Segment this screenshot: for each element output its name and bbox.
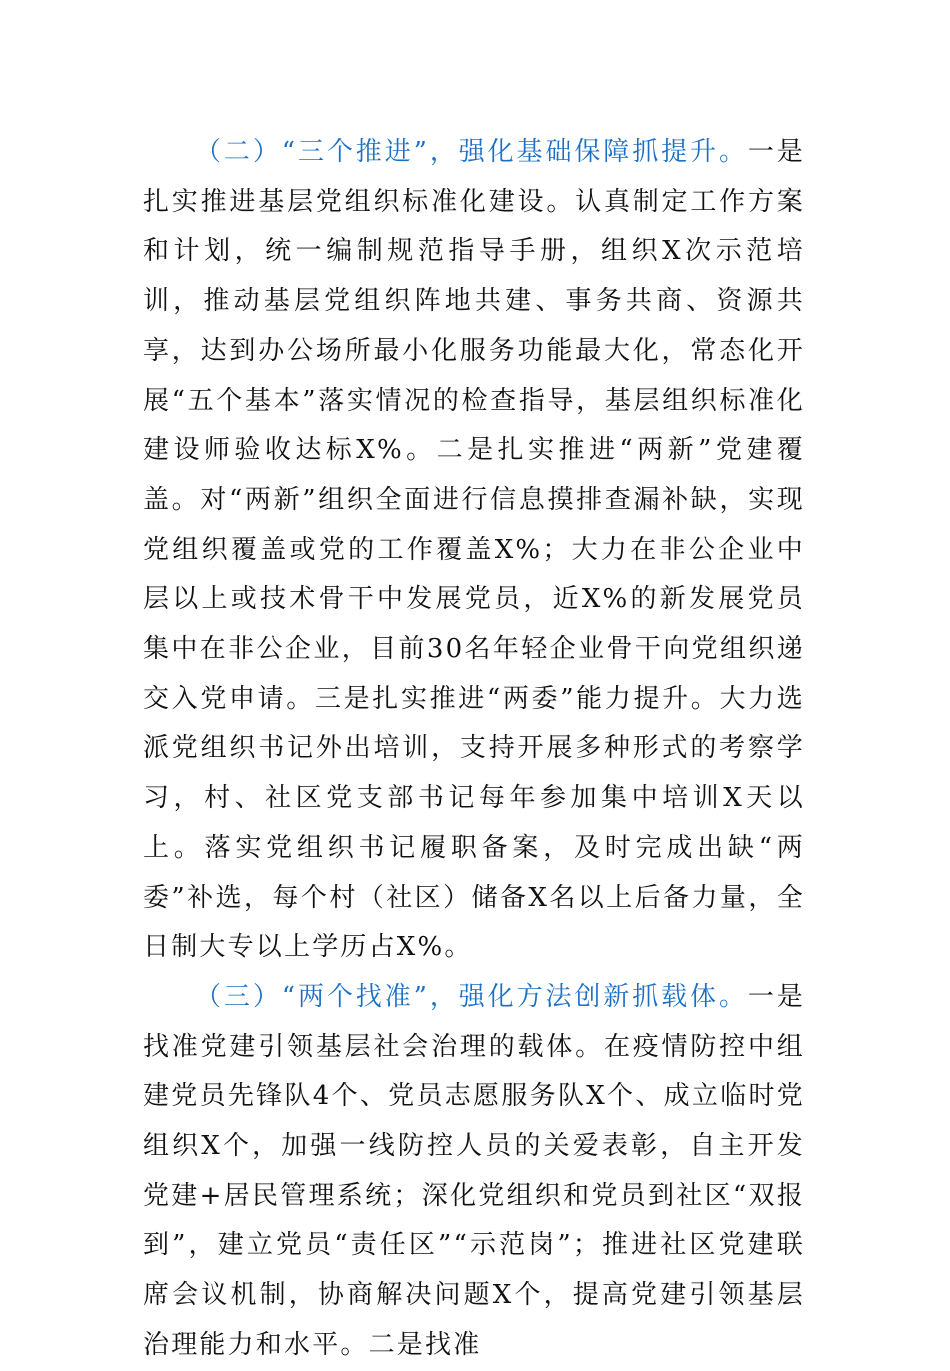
- section-heading: （二）“三个推进”，强化基础保障抓提升。: [195, 137, 748, 167]
- section-body: 一是扎实推进基层党组织标准化建设。认真制定工作方案和计划，统一编制规范指导手册，组织X次示范培训，推动基层党组织阵地共建、事务共商、资源共享，达到办公场所最小化服务功能最大化，常态化开展“五个基本”落实情况的检查指导，基层组织标准化建设师验收达标X%。二是扎实推进“两新”党建覆盖。对“两新”组织全面进行信息摸排查漏补缺，实现党组织覆盖或党的工作覆盖X%；大力在非公企业中层以上或技术骨干中发展党员，近X%的新发展党员集中在非公企业，目前30名年轻企业骨干向党组织递交入党申请。三是扎实推进“两委”能力提升。大力选派党组织书记外出培训，支持开展多种形式的考察学习，村、社区党支部书记每年参加集中培训X天以上。落实党组织书记履职备案，及时完成出缺“两委”补选，每个村（社区）储备X名以上后备力量，全日制大专以上学历占X%。: [143, 137, 805, 963]
- document-body: [143, 128, 805, 1371]
- section-heading: （三）“两个找准”，强化方法创新抓载体。: [195, 981, 748, 1012]
- paragraph-section-three: [143, 973, 805, 1371]
- paragraph-section-two: [143, 128, 805, 973]
- section-body: 一是找准党建引领基层社会治理的载体。在疫情防控中组建党员先锋队4个、党员志愿服务队X个、成立临时党组织X个，加强一线防控人员的关爱表彰，自主开发党建+居民管理系统；深化党组织和党员到社区“双报到”，建立党员“责任区”“示范岗”；推进社区党建联席会议机制，协商解决问题X个，提高党建引领基层治理能力和水平。二是找准: [143, 981, 805, 1360]
